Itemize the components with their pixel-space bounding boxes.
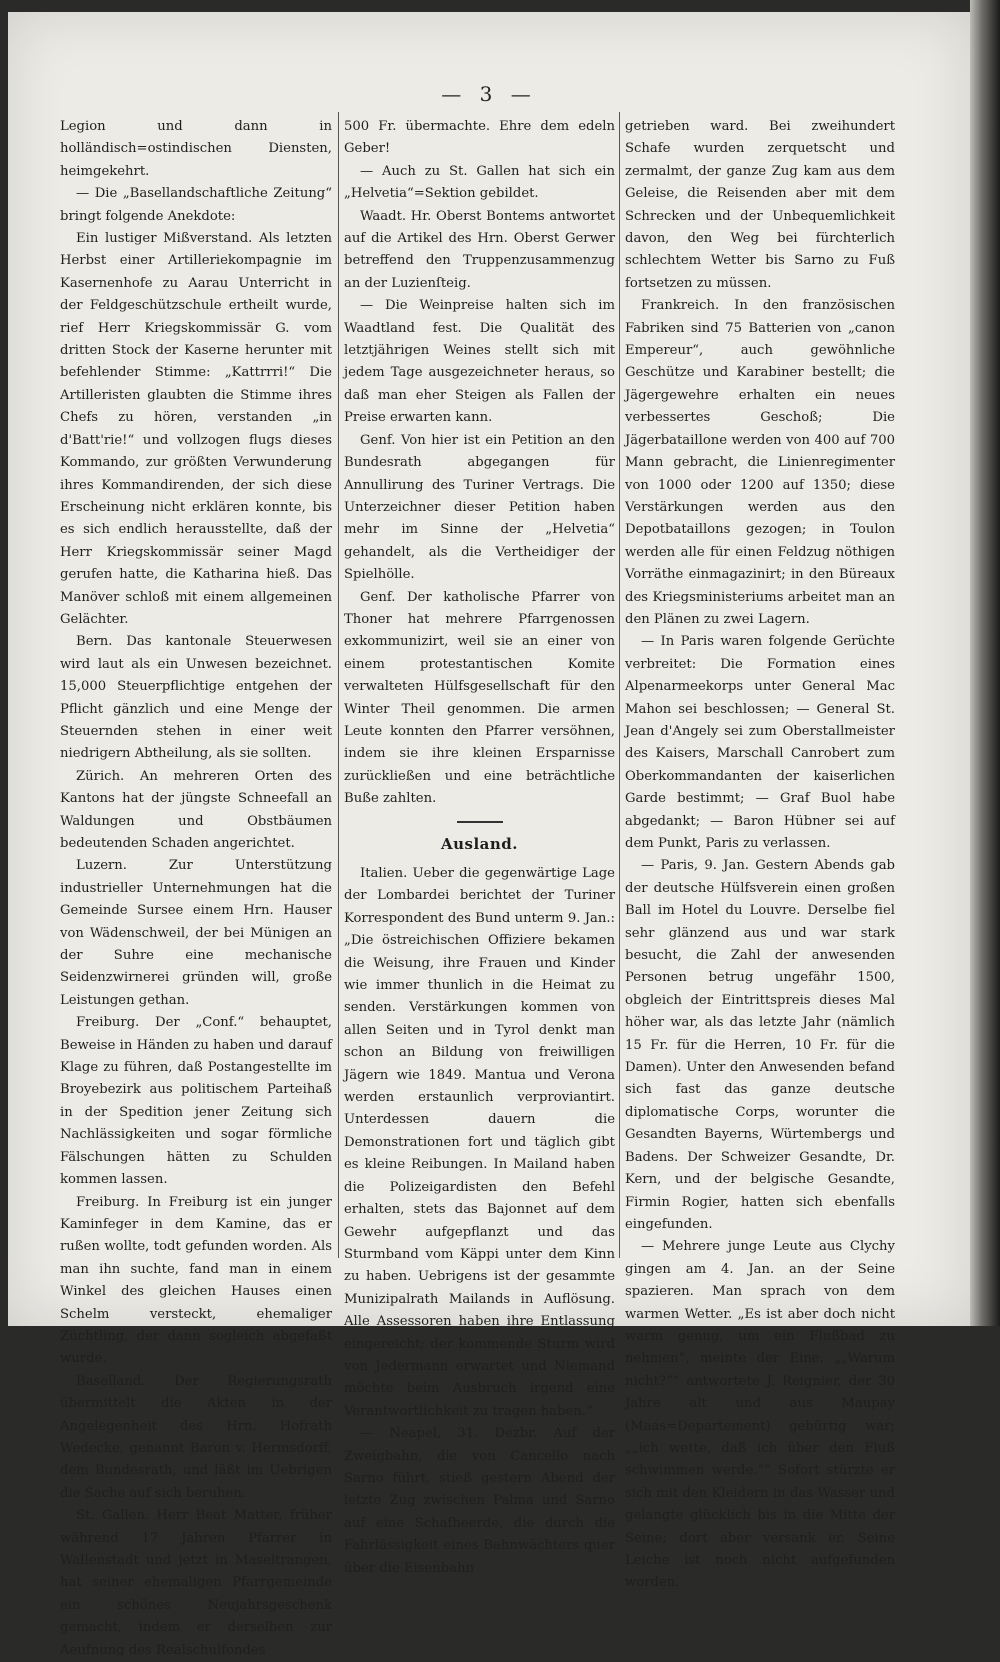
paragraph: — Die Weinpreise halten sich im Waadtland fest. Die Qualität des letztjährigen Weines stellt sich mit jedem Tage ausgezeichneter heraus, so daß man eher Steigen als Fallen der Preise erwarten kann. [344,298,615,426]
column-3 [625,116,895,1591]
paragraph: Bern. Das kantonale Steuerwesen wird laut als ein Unwesen bezeichnet. 15,000 Steuerpflichtige entgehen der Pflicht gänzlich und eine Menge der Steuernden stehen in einer weit niedrigern Abtheilung, als sie sollten. [60,634,332,762]
paragraph: Frankreich. In den französischen Fabriken sind 75 Batterien von „canon Empereur“, auch gewöhnliche Geschütze und Karabiner bestellt; die Jägergewehre erhalten ein neues verbessertes Geschoß; Die Jägerbataillone werden von 400 auf 700 Mann gebracht, die Linienregimenter von 1000 oder 1200 auf 1350; diese Verstärkungen werden aus den Depotbataillons gezogen; in Toulon werden alle für einen Feldzug nöthigen Vorräthe einmagazinirt; in den Büreaux des Kriegsministeriums arbeitet man an den Plänen zu zwei Lagern. [625,298,895,627]
page-edge-shadow [970,0,1000,1326]
paragraph: Italien. Ueber die gegenwärtige Lage der Lombardei berichtet der Turiner Korrespondent des Bund unterm 9. Jan.: „Die östreichischen Offiziere bekamen die Weisung, ihre Frauen und Kinder wie immer thunlich in die Heimat zu senden. Verstärkungen kommen von allen Seiten und in Tyrol denkt man schon an Bildung von freiwilligen Jägern wie 1849. Mantua und Verona werden erstaunlich verproviantirt. Unterdessen dauern die Demonstrationen fort und täglich gibt es kleine Reibungen. In Mailand haben die Polizeigardisten den Befehl erhalten, stets das Bajonnet auf dem Gewehr aufgepflanzt und das Sturmband vom Käppi unter dem Kinn zu haben. Uebrigens ist der gesammte Munizipalrath Mailands in Auflösung. Alle Assessoren haben ihre Entlassung eingereicht; der kommende Sturm wird von Jedermann erwartet und Niemand möchte beim Ausbruch irgend eine Verantwortlichkeit zu tragen haben.“ [344,866,615,1419]
paragraph: Legion und dann in holländisch=ostindischen Diensten, heimgekehrt. [60,119,332,179]
paragraph: Waadt. Hr. Oberst Bontems antwortet auf die Artikel des Hrn. Oberst Gerwer betreffend den Truppenzusammenzug an der Luzienſteig. [344,208,615,291]
paragraph: — Neapel, 31. Dezbr. Auf der Zweigbahn, die von Cancello nach Sarno führt, stieß gestern Abend der letzte Zug zwischen Palma und Sarno auf eine Schafheerde, die durch die Fahrlässigkeit eines Bahnwächters quer über die Eisenbahn [344,1426,615,1576]
paragraph: 500 Fr. übermachte. Ehre dem edeln Geber! [344,119,615,157]
paragraph: Genf. Der katholische Pfarrer von Thoner hat mehrere Pfarrgenossen exkommunizirt, weil sie an einer von einem protestantischen Komite verwalteten Hülfsgesellschaft für den Winter Theil genommen. Die armen Leute konnten den Pfarrer versöhnen, indem sie ihre kleinen Ersparnisse zurückließen und eine beträchtliche Buße zahlten. [344,589,615,807]
paragraph: — Mehrere junge Leute aus Clychy gingen am 4. Jan. an der Seine spazieren. Man sprach von dem warmen Wetter. „Es ist aber doch nicht warm genug, um ein Flußbad zu nehmen“, meinte der Eine. „„Warum nicht?““ antwortete J. Reignier, der 30 Jahre alt und aus Maupay (Maas=Departement) gebürtig war; „„ich wette, daß ich über den Fluß schwimmen werde.““ Sofort stürzte er sich mit den Kleidern in das Wasser und gelangte glücklich bis in die Mitte der Seine; dort aber versank er. Seine Leiche ist noch nicht aufgefunden worden. [625,1239,895,1591]
paragraph: — Die „Basellandschaftliche Zeitung“ bringt folgende Anekdote: [60,186,332,224]
paragraph: — Paris, 9. Jan. Gestern Abends gab der deutsche Hülfsverein einen großen Ball im Hotel du Louvre. Derselbe fiel sehr glänzend aus und war stark besucht, die Zahl der anwesenden Personen betrug ungefähr 1500, obgleich der Eintrittspreis dieses Mal höher war, als das letzte Jahr (nämlich 15 Fr. für die Herren, 10 Fr. für die Damen). Unter den Anwesenden befand sich fast das ganze deutsche diplomatische Corps, worunter die Gesandten Bayerns, Würtembergs und Badens. Der Schweizer Gesandte, Dr. Kern, und der belgische Gesandte, Firmin Rogier, hatten sich ebenfalls eingefunden. [625,858,895,1232]
column-2 [344,116,615,1576]
paragraph: Zürich. An mehreren Orten des Kantons hat der jüngste Schneefall an Waldungen und Obstbäumen bedeutenden Schaden angerichtet. [60,768,332,851]
paragraph: — In Paris waren folgende Gerüchte verbreitet: Die Formation eines Alpenarmeekorps unter General Mac Mahon sei beschlossen; — General St. Jean d'Angely sei zum Oberstallmeister des Kaisers, Marschall Canrobert zum Oberkommandanten der kaiserlichen Garde bestimmt; — Graf Buol habe abgedankt; — Baron Hübner sei auf dem Punkt, Paris zu verlassen. [625,634,895,851]
column-rule [619,112,620,1258]
paragraph: Ein lustiger Mißverstand. Als letzten Herbst einer Artilleriekompagnie im Kasernenhofe zu Aarau Unterricht in der Feldgeschützschule ertheilt wurde, rief Herr Kriegskommissär G. vom dritten Stock der Kaserne herunter mit befehlender Stimme: „Kattrrri!“ Die Artilleristen glaubten die Stimme ihres Chefs zu hören, verstanden „in d'Batt'rie!“ und vollzogen flugs dieses Kommando, zur größten Verwunderung ihres Kommandirenden, der sich diese Erscheinung nicht erklären konnte, bis es sich endlich herausstellte, daß der Herr Kriegskommissär seiner Magd gerufen hatte, die Katharina hieß. Das Manöver schloß mit einem allgemeinen Gelächter. [60,231,332,627]
section-divider [457,821,503,823]
newspaper-page [8,12,970,1658]
paragraph: Freiburg. In Freiburg ist ein junger Kaminfeger in dem Kamine, das er rußen wollte, todt gefunden worden. Als man ihn suchte, fand man in einem Winkel des gleichen Hauses einen Schelm versteckt, ehemaliger Züchtling, der dann sogleich abgefaßt wurde. [60,1194,332,1367]
page-number: — 3 — [441,82,537,106]
paragraph: — Auch zu St. Gallen hat sich ein „Helvetia“=Sektion gebildet. [344,163,615,202]
section-heading: Ausland. [440,834,519,853]
paragraph: getrieben ward. Bei zweihundert Schafe wurden zerquetscht und zermalmt, der ganze Zug kam aus dem Geleise, die Reisenden aber mit dem Schrecken und der Unbequemlichkeit davon, den Weg bei fürchterlich schlechtem Wetter bis Sarno zu Fuß fortsetzen zu müssen. [625,119,895,291]
paragraph: Genf. Von hier ist ein Petition an den Bundesrath abgegangen für Annullirung des Turiner Vertrags. Die Unterzeichner dieser Petition haben mehr im Sinne der „Helvetia“ gehandelt, als die Vertheidiger der Spielhölle. [344,432,615,583]
paragraph: Freiburg. Der „Conf.“ behauptet, Beweise in Händen zu haben und darauf Klage zu führen, daß Postangestellte im Broyebezirk aus politischem Parteihaß in der Spedition jener Zeitung sich Nachlässigkeiten und sogar förmliche Fälschungen hätten zu Schulden kommen lassen. [60,1015,332,1188]
paragraph: St. Gallen. Herr Beat Matter, früher während 17 Jahren Pfarrer in Wallenstadt und jetzt in Maseltrangen, hat seiner ehemaligen Pfarrgemeinde ein schönes Neujahrsgeschenk gemacht, indem er derselben zur Aeufnung des Realschulfondes [60,1508,332,1658]
paragraph: Baselland. Der Regierungsrath übermittelt die Akten in der Angelegenheit des Hrn. Hofrath Wedecke, genannt Baron v. Hermsdorff, dem Bundesrath, und läßt im Uebrigen die Sache auf sich beruhen. [60,1373,332,1501]
column-rule [338,112,339,1258]
paragraph: Luzern. Zur Unterstützung industrieller Unternehmungen hat die Gemeinde Sursee einem Hrn. Hauser von Wädenschweil, der bei Münigen an der Suhre eine mechanische Seidenzwirnerei gründen will, große Leistungen gethan. [60,858,332,1008]
column-1 [60,116,332,1658]
